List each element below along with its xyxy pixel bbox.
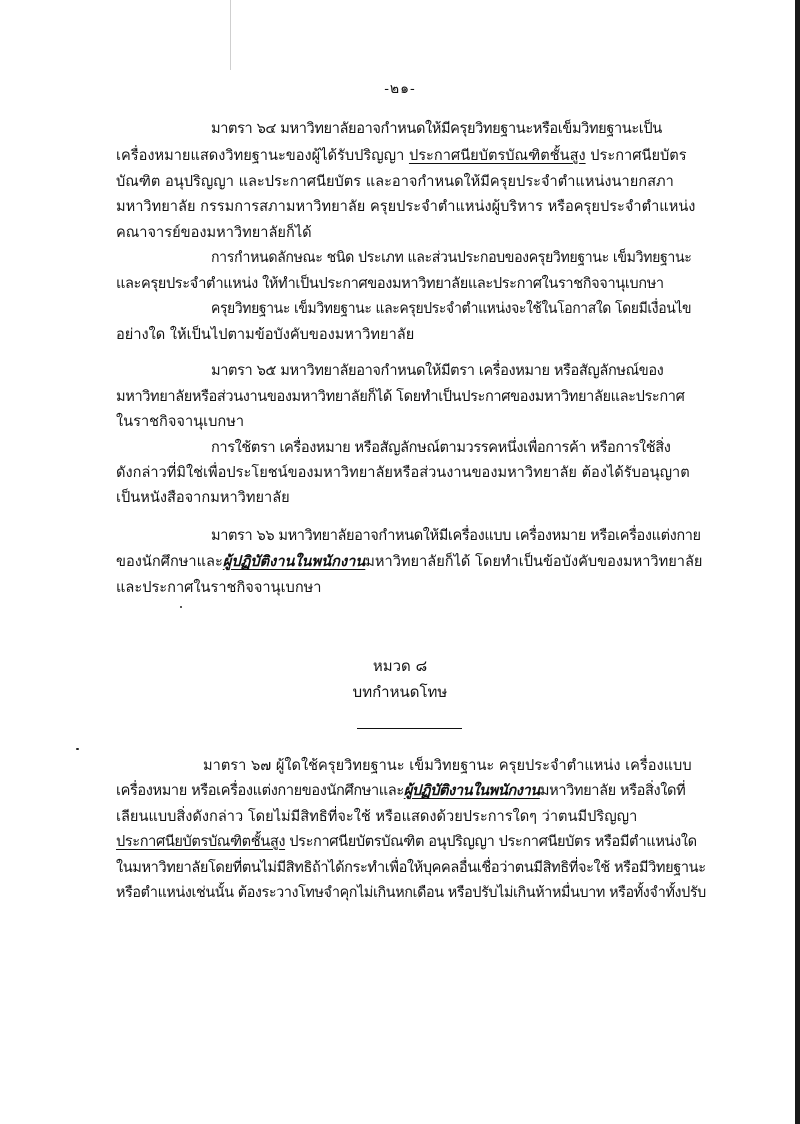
- sec64-line-5: คณาจารย์ของมหาวิทยาลัยก็ได้: [116, 224, 312, 241]
- sec66-line-2: [116, 551, 706, 573]
- chapter-title: บทกำหนดโทษ: [352, 683, 448, 701]
- sec64-text: ประกาศนียบัตร: [585, 147, 687, 164]
- sec66-line-3: และประกาศในราชกิจจานุเบกษา: [116, 579, 322, 596]
- sec64-line-8: ครุยวิทยฐานะ เข็มวิทยฐานะ และครุยประจำตำแหน่งจะใช้ในโอกาสใด โดยมีเงื่อนไข: [211, 300, 691, 317]
- sec64-line-9: อย่างใด ให้เป็นไปตามข้อบังคับของมหาวิทยาลัย: [116, 326, 415, 343]
- sec66-text: มหาวิทยาลัยก็ได้ โดยทำเป็นข้อบังคับของมหาวิทยาลัย: [365, 553, 703, 570]
- sec66-text: ของนักศึกษาและ: [116, 553, 223, 570]
- scan-artifact-line: [230, 0, 231, 70]
- sec64-line-2: [116, 145, 696, 167]
- sec64-underlined-term: ประกาศนียบัตรบัณฑิตชั้นสูง: [408, 147, 586, 164]
- chapter-divider: [357, 728, 462, 729]
- sec67-line-1: มาตรา ๖๗ ผู้ใดใช้ครุยวิทยฐานะ เข็มวิทยฐานะ ครุยประจำตำแหน่ง เครื่องแบบ: [203, 757, 692, 774]
- page-number: -๒๑-: [384, 81, 416, 97]
- sec67-underlined-term: ผู้ปฏิบัติงานในพนักงาน: [403, 782, 540, 799]
- sec67-text: เครื่องหมาย หรือเครื่องแต่งกายของนักศึกษาและ: [116, 782, 404, 799]
- sec67-text: ประกาศนียบัตรบัณฑิต อนุปริญญา ประกาศนียบัตร หรือมีตำแหน่งใด: [285, 833, 697, 850]
- chapter-number: หมวด ๘: [372, 657, 428, 675]
- sec65-line-4: การใช้ตรา เครื่องหมาย หรือสัญลักษณ์ตามวรรคหนึ่งเพื่อการค้า หรือการใช้สิ่ง: [211, 439, 671, 456]
- sec64-line-6: การกำหนดลักษณะ ชนิด ประเภท และส่วนประกอบของครุยวิทยฐานะ เข็มวิทยฐานะ: [211, 249, 692, 266]
- sec64-text: เครื่องหมายแสดงวิทยฐานะของผู้ได้รับปริญญา: [116, 147, 409, 164]
- scan-edge: [795, 0, 800, 1124]
- sec67-line-3: เลียนแบบสิ่งดังกล่าว โดยไม่มีสิทธิที่จะใช้ หรือแสดงด้วยประการใดๆ ว่าตนมีปริญญา: [116, 808, 638, 825]
- sec65-line-1: มาตรา ๖๕ มหาวิทยาลัยอาจกำหนดให้มีตรา เครื่องหมาย หรือสัญลักษณ์ของ: [211, 362, 664, 379]
- sec64-line-4: มหาวิทยาลัย กรรมการสภามหาวิทยาลัย ครุยประจำตำแหน่งผู้บริหาร หรือครุยประจำตำแหน่ง: [116, 198, 696, 215]
- sec64-line-7: และครุยประจำตำแหน่ง ให้ทำเป็นประกาศของมหาวิทยาลัยและประกาศในราชกิจจานุเบกษา: [116, 275, 664, 292]
- sec67-line-4: [116, 831, 706, 853]
- scan-speck: [76, 748, 79, 750]
- sec67-line-5: ในมหาวิทยาลัยโดยที่ตนไม่มีสิทธิถ้าได้กระทำเพื่อให้บุคคลอื่นเชื่อว่าตนมีสิทธิที่จะใช้ หรือมีวิทยฐานะ: [116, 859, 706, 876]
- sec64-line-3: บัณฑิต อนุปริญญา และประกาศนียบัตร และอาจกำหนดให้มีครุยประจำตำแหน่งนายกสภา: [116, 173, 674, 190]
- sec65-line-2: มหาวิทยาลัยหรือส่วนงานของมหาวิทยาลัยก็ได้ โดยทำเป็นประกาศของมหาวิทยาลัยและประกาศ: [116, 388, 685, 405]
- sec64-line-1: มาตรา ๖๔ มหาวิทยาลัยอาจกำหนดให้มีครุยวิทยฐานะหรือเข็มวิทยฐานะเป็น: [211, 120, 662, 137]
- sec67-line-2: [116, 780, 706, 802]
- sec66-underlined-term: ผู้ปฏิบัติงานในพนักงาน: [222, 553, 366, 570]
- sec65-line-3: ในราชกิจจานุเบกษา: [116, 413, 245, 430]
- sec65-line-5: ดังกล่าวที่มิใช่เพื่อประโยชน์ของมหาวิทยาลัยหรือส่วนงานของมหาวิทยาลัย ต้องได้รับอนุญาต: [116, 464, 690, 481]
- sec67-line-6: หรือตำแหน่งเช่นนั้น ต้องระวางโทษจำคุกไม่เกินหกเดือน หรือปรับไม่เกินห้าหมื่นบาท หรือทั้งจำทั้งปรับ: [116, 884, 706, 901]
- sec67-underlined-term: ประกาศนียบัตรบัณฑิตชั้นสูง: [116, 833, 286, 850]
- sec66-line-1: มาตรา ๖๖ มหาวิทยาลัยอาจกำหนดให้มีเครื่องแบบ เครื่องหมาย หรือเครื่องแต่งกาย: [211, 527, 701, 544]
- sec65-line-6: เป็นหนังสือจากมหาวิทยาลัย: [116, 489, 290, 506]
- sec67-text: มหาวิทยาลัย หรือสิ่งใดที่: [539, 782, 686, 799]
- scan-speck: [180, 606, 182, 608]
